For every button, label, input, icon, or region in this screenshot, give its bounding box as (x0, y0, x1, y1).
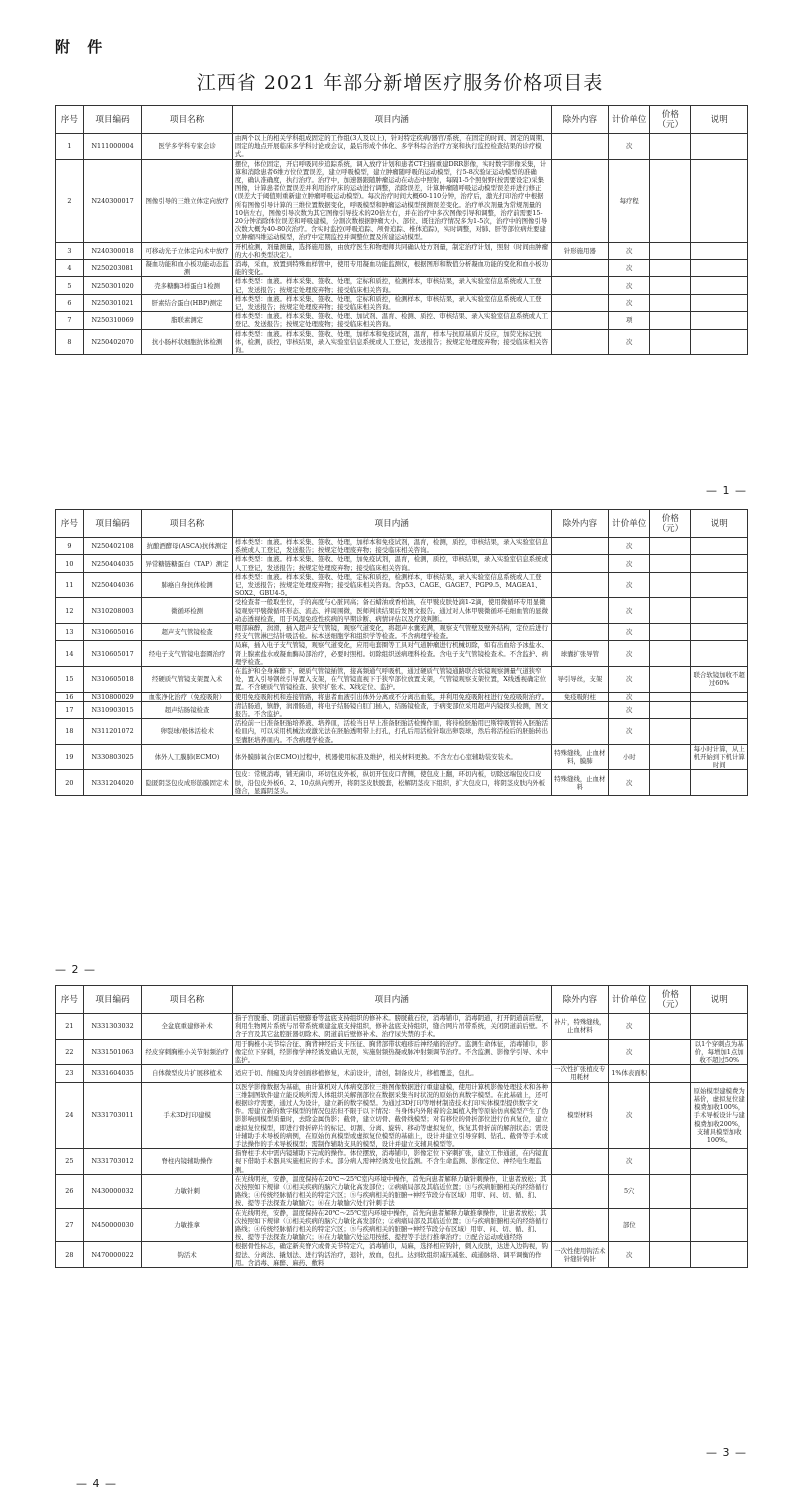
cell-item-content: 包皮：常规消毒，铺无菌巾，环切包皮外板，纵切开包皮口背侧，使包皮上翻，环切内板，切除远端包皮口皮肤，沿包皮外板6、2、10点纵向剪开，将阴茎皮肤脱套，松解阴茎皮下组织，扩大包皮口，将阴茎皮肤内外板缝合，显露阴茎头。 (232, 770, 551, 796)
header-pricing-unit: 计价单位 (609, 986, 650, 1014)
cell-item-content: 样本类型：血液。样本采集、签收、处理，定标和质控，检测样本，审核结果，录入实验室信息系统或人工登记，发送报告；按规定处理废弃物；接受临床相关咨询。 (232, 294, 551, 311)
cell-item-content: 样本类型：血液。样本采集、签收、处理，定标和质控，检测样本，审核结果，录入实验室信息系统或人工登记，发送报告；按规定处理废弃物；接受临床相关咨询。 (232, 277, 551, 294)
cell-row-number: 11 (56, 572, 84, 598)
cell-row-number: 8 (56, 329, 84, 355)
cell-item-content: 开机检测，剂量测量，选择施用器，由放疗医生和物理师共同确认处方剂量，制定治疗计划，照射（时间由肿瘤的大小和类型决定）。 (232, 242, 551, 259)
cell-price (650, 538, 691, 555)
cell-price (650, 641, 691, 667)
cell-remark (691, 1014, 748, 1040)
cell-item-name: 经硬质气管镜支架置入术 (142, 667, 232, 693)
cell-row-number: 21 (56, 1014, 84, 1040)
cell-excluded-content (551, 598, 609, 624)
header-remark: 说明 (691, 986, 748, 1014)
cell-remark (691, 277, 748, 294)
header-excluded-content: 除外内容 (551, 510, 609, 538)
cell-remark (691, 719, 748, 745)
table-row (56, 770, 748, 796)
cell-remark (691, 329, 748, 355)
cell-pricing-unit: 次 (609, 692, 650, 701)
cell-row-number: 13 (56, 624, 84, 641)
cell-row-number: 14 (56, 641, 84, 667)
cell-item-content: 在光线明亮，安静，温度保持在20℃～25℃室内环境中操作，首先向患者解释力敏针刺操作，让患者放松；其次按照如下规律（①相关疾病的脑穴力敏化高发部位；②病痛局部及其临近位置；③与疾病脏腑相关的经络循行路线；④传统经脉循行相关的特定穴区；⑤与疾病相关的脏腑→神经节段分布区域）用审、问、切、循、扪、按、提等手法探查力敏腧穴；⑥在力敏腧穴处行针刺手法 (232, 1174, 551, 1208)
cell-item-name: 超声支气管镜检查 (142, 624, 232, 641)
cell-remark (691, 1174, 748, 1208)
table-row (56, 1149, 748, 1175)
cell-item-name: 卵裂球/极体活检术 (142, 719, 232, 745)
cell-excluded-content: 一次性使用钩活术针缝针钩针 (551, 1242, 609, 1268)
cell-item-code: N111000004 (83, 134, 142, 160)
cell-item-content: 在光线明亮，安静，温度保持在20℃～25℃室内环境中操作，首先向患者解释力敏推拿操作，让患者放松；其次按照如下规律（①相关疾病的脑穴力敏化高发部位；②病痛局部及其临近位置；③与疾病脏腑相关的经络循行路线；④传统经脉循行相关的特定穴区；⑤与疾病相关的脏腑→神经节段分布区域）用审、问、切、循、扪、按、提等手法探查力敏腧穴；⑥在力敏腧穴处运用按揉、提捏等手法行推拿治疗；⑦配合运动或通经络 (232, 1208, 551, 1242)
cell-row-number: 16 (56, 692, 84, 701)
cell-remark: 联合软镜加收不超过60% (691, 667, 748, 693)
cell-pricing-unit: 次 (609, 641, 650, 667)
cell-item-content: 局麻，插入电子支气管镜，观察气道变化，应用电套圈等工具对气道肿瘤进行机械切除，如有出血给予冰盐水、肾上腺素盐水或凝血酶局部治疗，必要时照相。切除组织送病理科检查。含电子支气管镜检查术。不含监护、病理学检查。 (232, 641, 551, 667)
table-row (56, 329, 748, 355)
table-row (56, 1065, 748, 1082)
cell-item-code: N240300018 (83, 242, 142, 259)
cell-item-name: 抗小肠杯状细胞抗体检测 (142, 329, 232, 355)
cell-row-number: 4 (56, 260, 84, 277)
cell-remark (691, 294, 748, 311)
header-item-name: 项目名称 (142, 510, 232, 538)
cell-pricing-unit: 每疗程 (609, 159, 650, 242)
cell-item-code: N310800029 (83, 692, 142, 701)
cell-excluded-content: 针形施用器 (551, 242, 609, 259)
cell-price (650, 294, 691, 311)
cell-item-code: N430000032 (83, 1174, 142, 1208)
cell-item-name: 力敏针刺 (142, 1174, 232, 1208)
cell-pricing-unit: 次 (609, 598, 650, 624)
table-row (56, 242, 748, 259)
cell-item-name: 手术3D打印建模 (142, 1082, 232, 1149)
cell-item-code: N250402108 (83, 538, 142, 555)
cell-item-name: 抗酿酒酵母(ASCA)抗体测定 (142, 538, 232, 555)
cell-excluded-content (551, 1039, 609, 1065)
cell-item-name: 微循环检测 (142, 598, 232, 624)
table-row (56, 312, 748, 329)
cell-item-name: 脊柱内镜辅助操作 (142, 1149, 232, 1175)
cell-item-content: 咽部麻醉，润滑，插入超声支气管镜，观察气道变化，将超声水囊充满，观察支气管壁及壁外结构，定位后进行经支气管淋巴结针吸活检。标本送细胞学和组织学等检查。不含病理学检查。 (232, 624, 551, 641)
cell-pricing-unit: 次 (609, 1014, 650, 1040)
cell-remark (691, 701, 748, 718)
cell-remark: 每小时计算，从上机开始到下机计算时间 (691, 744, 748, 770)
cell-remark (691, 770, 748, 796)
cell-item-content: 样本类型：血液。样本采集、签收、处理，加样本和免疫试剂，温育，检测，质控，审核结果，录入实验室信息系统或人工登记，发送报告；按规定处理废弃物；接受临床相关咨询。 (232, 538, 551, 555)
cell-pricing-unit: 次 (609, 1082, 650, 1149)
cell-item-code: N331501063 (83, 1039, 142, 1065)
cell-price (650, 242, 691, 259)
cell-remark (691, 242, 748, 259)
table-row (56, 1039, 748, 1065)
cell-pricing-unit: 次 (609, 572, 650, 598)
header-price: 价格（元） (650, 986, 691, 1014)
table-row (56, 134, 748, 160)
cell-item-name: 脂联素测定 (142, 312, 232, 329)
cell-item-name: 超声结肠镜检查 (142, 701, 232, 718)
cell-row-number: 17 (56, 701, 84, 718)
cell-row-number: 26 (56, 1174, 84, 1208)
cell-excluded-content (551, 719, 609, 745)
cell-pricing-unit: 次 (609, 667, 650, 693)
table-row (56, 260, 748, 277)
cell-item-content: 消毒，采血，放置到特殊血样管中，使用专用凝血功能监测仪，根据图形和数值分析凝血功能的变化和血小板功能的变化。 (232, 260, 551, 277)
cell-item-content: 摆位，体位固定，开启呼吸同步追踪系统，调入放疗计划和患者CT扫描重建DRR影像，实时数字影像采集，计算和消除患者6维方位位置误差，建立呼吸模型，建立肿瘤随呼吸的运动模型，行5-8次验证运动模型的准确度，确认准确度，执行治疗。治疗中，加速器跟随肿瘤运动在动态中照射，每隔1-5个照射野(按需要设定)采集图像，计算患者位置误差并利用治疗床的运动进行调整，消除误差，计算肿瘤随呼吸运动模型误差并进行修正(误差大于阈值则重新建立肿瘤呼吸运动模型)。每次治疗时间大概60-110分钟，治疗后，激光打印治疗中根据所有图像引导计算的三维位置数据变化，呼吸模型和肿瘤运动模型预测误差变化。治疗单次剂量为常规剂量的10倍左右，图像引导次数为其它图像引导技术的20倍左右，并在治疗中多次图像引导和调整，治疗前需要15-20分钟消除体位误差和呼吸建模，分割次数根据肿瘤大小、部位、既往治疗情况多为1-5次，治疗中的图像引导次数大概为40-80次治疗。含实时监控(呼吸追踪、颅骨追踪、椎体追踪)，实时调整，对肺、肝等部位病灶要建立肿瘤四维运动模型，治疗中定期监控并调整位置及所建运动模型。 (232, 159, 551, 242)
cell-item-content: 样本类型：血液。样本采集、签收、处理，加样本和免疫试剂，温育，样本与抗原基质片反应，加荧光标记抗体，检测，质控，审核结果，录入实验室信息系统或人工登记，发送报告；按规定处理废弃物；接受临床相关咨询。 (232, 329, 551, 355)
cell-price (650, 770, 691, 796)
cell-item-code: N250203081 (83, 260, 142, 277)
cell-item-content: 样本类型：血液。样本采集、签收、处理、加试剂、温育、检测、质控、审核结果、录入实验室信息系统或人工登记、发送报告；按规定处理废物；接受临床相关咨询。 (232, 312, 551, 329)
page-number-1: — 1 — (706, 484, 747, 497)
cell-excluded-content: 免疫吸附柱 (551, 692, 609, 701)
cell-pricing-unit: 次 (609, 719, 650, 745)
cell-item-name: 全盆底重建修补术 (142, 1014, 232, 1040)
table-row (56, 641, 748, 667)
cell-price (650, 1174, 691, 1208)
cell-row-number: 19 (56, 744, 84, 770)
cell-remark (691, 598, 748, 624)
cell-row-number: 27 (56, 1208, 84, 1242)
cell-item-code: N250301020 (83, 277, 142, 294)
cell-remark (691, 134, 748, 160)
price-table-page-3 (55, 985, 748, 1268)
cell-pricing-unit: 次 (609, 134, 650, 160)
cell-price (650, 1242, 691, 1268)
cell-item-content: 在监护和全身麻醉下，硬质气管镜插管，接高频通气呼吸机，通过硬质气管镜通路联合软镜观察测量气道狭窄处，置入引导钢丝引导置入支架，在气管镜直视下于狭窄部位放置支架，气管镜观察支架位置，X线透视确定位置。不含硬质气管镜检查、狭窄扩张术、X线定位、监护。 (232, 667, 551, 693)
cell-item-code: N250310069 (83, 312, 142, 329)
cell-remark (691, 624, 748, 641)
cell-price (650, 555, 691, 572)
table-row (56, 624, 748, 641)
cell-row-number: 7 (56, 312, 84, 329)
cell-row-number: 10 (56, 555, 84, 572)
table-row (56, 294, 748, 311)
header-row-number: 序号 (56, 510, 84, 538)
price-table-page-1 (55, 105, 748, 355)
page-number-3: — 3 — (706, 1446, 747, 1459)
header-price: 价格（元） (650, 510, 691, 538)
cell-price (650, 1082, 691, 1149)
cell-excluded-content: 特殊缝线，止血材料，膜肺 (551, 744, 609, 770)
cell-price (650, 329, 691, 355)
cell-item-content: 受检查者一般取坐位，手的高度与心脏同高；备石蜡油或香柏油，在甲襞皮肤处滴1-2滴，使用微循环专用显微镜观察甲襞微循环形态、流态、袢周围微，医师判读结果后发图文报告。通过对人体甲襞微循环毛细血管的显微动态透视检查，用于风湿免疫性疾病的早期诊断、病情评估以及疗效判断。 (232, 598, 551, 624)
cell-pricing-unit: 次 (609, 555, 650, 572)
cell-price (650, 277, 691, 294)
cell-price (650, 572, 691, 598)
header-item-content: 项目内涵 (232, 986, 551, 1014)
cell-remark (691, 1149, 748, 1175)
header-row-number: 序号 (56, 106, 84, 134)
cell-remark (691, 641, 748, 667)
cell-remark: 以1个穿刺点为基价，每增加1点加收不超过50% (691, 1039, 748, 1065)
header-excluded-content: 除外内容 (551, 106, 609, 134)
cell-price (650, 719, 691, 745)
cell-item-content: 适应于切、削痂及肉芽创面移植修复，术前设计，清创，制备皮片，移植覆盖，包扎。 (232, 1065, 551, 1082)
cell-row-number: 28 (56, 1242, 84, 1268)
cell-item-content: 体外膜肺氧合(ECMO)过程中，机器使用标准及维护，相关材料更换。不含左右心室辅助装安装术。 (232, 744, 551, 770)
cell-price (650, 260, 691, 277)
cell-item-content: 样本类型：血液。样本采集、签收、处理，定标和质控，检测样本，审核结果，录入实验室信息系统或人工登记，发送报告；按规定处理废弃物；接受临床相关咨询。含p53、CAGE、GAGE7、PGP9.5、MAGEA1、SOX2、GBU4-5。 (232, 572, 551, 598)
cell-item-content: 清洁肠道，镇静，润滑肠道，将电子结肠镜自肛门插入，结肠镜检查，于病变部位采用超声内镜探头检测，图文报告。不含监护。 (232, 701, 551, 718)
cell-price (650, 1149, 691, 1175)
cell-item-content: 用于胸椎小关节综合征、胸背神经后支卡压征、胸背部带状疱疹后神经痛的治疗。监测生命体征，消毒铺巾，影像定位下穿刺，经影像学神经诱发确认无误，实施射频热凝或脉冲射频调节治疗。不含监测、影像学引导、术中监护。 (232, 1039, 551, 1065)
cell-item-code: N250301021 (83, 294, 142, 311)
cell-row-number: 5 (56, 277, 84, 294)
cell-excluded-content: 球囊扩张导管 (551, 641, 609, 667)
cell-remark (691, 1208, 748, 1242)
cell-excluded-content (551, 624, 609, 641)
cell-item-code: N331303032 (83, 1014, 142, 1040)
cell-excluded-content: 导引导丝，支架 (551, 667, 609, 693)
page-number-2: — 2 — (55, 963, 96, 976)
cell-pricing-unit: 5穴 (609, 1174, 650, 1208)
cell-remark (691, 692, 748, 701)
cell-item-content: 指子宫脱垂、阴道前后壁膨垂等盆底支持组织的修补术。膀胱截石位，消毒铺巾，消毒阴道，打开阴道前后壁，利用生物网片系统与吊带系统重建盆底支持组织，修补盆底支持组织，缝合网片吊带系统，关闭阴道前后壁。不含子宫及其它盆腔脏器切除术、阴道前后壁修补术、治疗尿失禁的手术。 (232, 1014, 551, 1040)
cell-row-number: 2 (56, 159, 84, 242)
cell-item-content: 使用免疫吸附机和连接管路，将患者血液引出体外分离或不分离出血浆，并利用免疫吸附柱进行免疫吸附治疗。 (232, 692, 551, 701)
cell-item-name: 肺癌自身抗体检测 (142, 572, 232, 598)
cell-remark (691, 555, 748, 572)
cell-excluded-content (551, 134, 609, 160)
cell-row-number: 9 (56, 538, 84, 555)
table-row (56, 159, 748, 242)
cell-excluded-content: 模型材料 (551, 1082, 609, 1149)
table-row (56, 744, 748, 770)
cell-item-code: N450000030 (83, 1208, 142, 1242)
cell-price (650, 701, 691, 718)
cell-item-code: N331703012 (83, 1149, 142, 1175)
header-item-name: 项目名称 (142, 106, 232, 134)
cell-row-number: 25 (56, 1149, 84, 1175)
cell-row-number: 3 (56, 242, 84, 259)
cell-item-code: N311201072 (83, 719, 142, 745)
table-row (56, 538, 748, 555)
header-item-code: 项目编码 (83, 106, 142, 134)
cell-pricing-unit: 次 (609, 277, 650, 294)
cell-remark (691, 1065, 748, 1082)
cell-excluded-content (551, 701, 609, 718)
cell-item-name: 可移动光子立体定向术中放疗 (142, 242, 232, 259)
cell-price (650, 134, 691, 160)
cell-pricing-unit: 次 (609, 538, 650, 555)
cell-pricing-unit: 次 (609, 1242, 650, 1268)
cell-item-code: N310605017 (83, 641, 142, 667)
cell-excluded-content (551, 312, 609, 329)
price-table-page-2 (55, 509, 748, 796)
cell-price (650, 1208, 691, 1242)
cell-item-code: N331204020 (83, 770, 142, 796)
header-item-code: 项目编码 (83, 986, 142, 1014)
cell-price (650, 667, 691, 693)
cell-pricing-unit: 次 (609, 294, 650, 311)
cell-item-content: 指脊柱手术中需内镜辅助下完成的操作。体位摆放，消毒铺巾，影像定位下穿刺扩张，建立工作通道，在内镜直视下借助手术器具实施相应的手术。部分病人需神经诱发电位监测。不含生命监测、影像定位、神经电生理监测。 (232, 1149, 551, 1175)
header-excluded-content: 除外内容 (551, 986, 609, 1014)
cell-pricing-unit: 次 (609, 1039, 650, 1065)
cell-item-name: 自体微型皮片扩展移植术 (142, 1065, 232, 1082)
page-number-4: — 4 — (76, 1477, 117, 1490)
cell-price (650, 624, 691, 641)
header-item-content: 项目内涵 (232, 106, 551, 134)
table-row (56, 1208, 748, 1242)
header-remark: 说明 (691, 510, 748, 538)
cell-excluded-content (551, 329, 609, 355)
cell-item-code: N310903015 (83, 701, 142, 718)
cell-item-name: 异常糖链糖蛋白（TAP）测定 (142, 555, 232, 572)
cell-price (650, 312, 691, 329)
cell-price (650, 692, 691, 701)
cell-item-code: N331604035 (83, 1065, 142, 1082)
cell-remark (691, 260, 748, 277)
cell-excluded-content: 特殊缝线，止血材料 (551, 770, 609, 796)
table-row (56, 1174, 748, 1208)
cell-remark (691, 159, 748, 242)
table-row (56, 555, 748, 572)
cell-excluded-content (551, 159, 609, 242)
table-row (56, 701, 748, 718)
cell-price (650, 744, 691, 770)
cell-excluded-content (551, 277, 609, 294)
cell-item-code: N240300017 (83, 159, 142, 242)
cell-row-number: 1 (56, 134, 84, 160)
cell-price (650, 1039, 691, 1065)
cell-item-name: 图像引导的三维立体定向放疗 (142, 159, 232, 242)
cell-row-number: 23 (56, 1065, 84, 1082)
attachment-label: 附 件 (55, 38, 109, 56)
cell-price (650, 159, 691, 242)
cell-excluded-content: 一次性扩张植皮专用耗材 (551, 1065, 609, 1082)
cell-item-name: 体外人工膜肺(ECMO) (142, 744, 232, 770)
header-price: 价格（元） (650, 106, 691, 134)
table-row (56, 719, 748, 745)
cell-pricing-unit: 次 (609, 260, 650, 277)
cell-pricing-unit: 次 (609, 701, 650, 718)
table-row (56, 277, 748, 294)
cell-item-content: 由两个以上的相关学科组成固定的工作组(3人及以上)，针对特定疾病/器官/系统，在固定的时间、固定的周期、固定的地点开展临床多学科讨论或会议，最后形成个体化、多学科综合治疗方案和执行监控检查结果的诊疗模式。 (232, 134, 551, 160)
table-row (56, 1242, 748, 1268)
cell-item-content: 样本类型：血液。样本采集、签收、处理，加免疫试剂，温育，检测，质控，审核结果，录入实验室信息系统或人工登记，发送报告；按规定处理废弃物；接受临床相关咨询。 (232, 555, 551, 572)
cell-item-name: 壳多糖酶3样蛋白1检测 (142, 277, 232, 294)
cell-remark: 原始模型建模费为基价，虚拟复位建模费加收100%，手术导板设计与建模费加收200%，支辅具模型加收100%。 (691, 1082, 748, 1149)
cell-item-name: 经电子支气管镜电套圈治疗 (142, 641, 232, 667)
cell-remark (691, 538, 748, 555)
cell-item-name: 医学多学科专家会诊 (142, 134, 232, 160)
cell-price (650, 1065, 691, 1082)
cell-item-code: N250404035 (83, 555, 142, 572)
cell-pricing-unit: 1%体表面积 (609, 1065, 650, 1082)
cell-row-number: 18 (56, 719, 84, 745)
cell-remark (691, 572, 748, 598)
cell-item-code: N331703011 (83, 1082, 142, 1149)
cell-item-name: 隐匿阴茎包皮成形筋膜固定术 (142, 770, 232, 796)
cell-item-name: 经皮穿刺胸椎小关节射频治疗 (142, 1039, 232, 1065)
page-title: 江西省 2021 年部分新增医疗服务价格项目表 (196, 72, 604, 94)
cell-pricing-unit: 部位 (609, 1208, 650, 1242)
cell-excluded-content (551, 1149, 609, 1175)
cell-pricing-unit: 次 (609, 329, 650, 355)
cell-item-code: N310605018 (83, 667, 142, 693)
cell-row-number: 20 (56, 770, 84, 796)
header-remark: 说明 (691, 106, 748, 134)
table-row (56, 598, 748, 624)
table-row (56, 1082, 748, 1149)
cell-remark (691, 1242, 748, 1268)
cell-row-number: 6 (56, 294, 84, 311)
cell-item-code: N330803025 (83, 744, 142, 770)
header-item-content: 项目内涵 (232, 510, 551, 538)
cell-excluded-content (551, 260, 609, 277)
cell-item-name: 钩活术 (142, 1242, 232, 1268)
cell-item-code: N310208003 (83, 598, 142, 624)
cell-row-number: 12 (56, 598, 84, 624)
cell-item-content: 根据骨性标志，确定新夹脊穴或骨关节特定穴，消毒铺巾，局麻，选择相应钩针，刺入皮肤，达进入边钩视，钩提法、分离法、撬划法、进行钩活治疗，退针，放血，包扎。达到软组织减压减张、疏通脉络、调平调衡的作用。含消毒、麻醉、麻药、敷料 (232, 1242, 551, 1268)
cell-excluded-content (551, 572, 609, 598)
cell-row-number: 15 (56, 667, 84, 693)
cell-item-name: 凝血功能和血小板功能动态监测 (142, 260, 232, 277)
header-row-number: 序号 (56, 986, 84, 1014)
table-row (56, 667, 748, 693)
cell-excluded-content: 补片，特殊缝线，止血材料 (551, 1014, 609, 1040)
cell-row-number: 22 (56, 1039, 84, 1065)
header-pricing-unit: 计价单位 (609, 106, 650, 134)
cell-item-code: N310605016 (83, 624, 142, 641)
header-item-name: 项目名称 (142, 986, 232, 1014)
table-row (56, 692, 748, 701)
table-row (56, 1014, 748, 1040)
cell-pricing-unit: 次 (609, 1149, 650, 1175)
cell-remark (691, 312, 748, 329)
cell-price (650, 598, 691, 624)
cell-row-number: 24 (56, 1082, 84, 1149)
header-item-code: 项目编码 (83, 510, 142, 538)
cell-pricing-unit: 次 (609, 624, 650, 641)
cell-excluded-content (551, 555, 609, 572)
cell-excluded-content (551, 1174, 609, 1208)
cell-item-name: 肝素结合蛋白(HBP)测定 (142, 294, 232, 311)
cell-item-code: N250402070 (83, 329, 142, 355)
cell-pricing-unit: 小时 (609, 744, 650, 770)
table-row (56, 572, 748, 598)
cell-item-code: N470000022 (83, 1242, 142, 1268)
cell-excluded-content (551, 538, 609, 555)
cell-item-content: 活检前一日准备胚胎培养液、培养皿，活检当日早上准备胚胎活检操作皿，将待检胚胎用巴斯特吸管转入胚胎活检皿内，可以采用机械法或激光法在胚胎透明带上打孔，打孔后用活检针取出卵裂球，然后将活检后的胚胎转出至囊胚培养皿内。不含病理学检查。 (232, 719, 551, 745)
cell-pricing-unit: 项 (609, 312, 650, 329)
cell-pricing-unit: 次 (609, 770, 650, 796)
cell-item-code: N250404036 (83, 572, 142, 598)
cell-excluded-content (551, 294, 609, 311)
cell-item-content: 以医学影像数据为基础，由计算机对人体病变部位三维图像数据进行重建建模，使用计算机影像处理技术和各种三维制图软件建立能反映所需人体组织关解剖部位在数据采集当时状况的原始仿真数字模型。在此基础上，还可根据诊疗需要，通过人为设计，建立新的数字模型。为通过3D打印等增材制造技术打印实体模型提供数字文件。需建立新的数字模型的情况包括但不限于以下情况：当身体内外附着的金属植入物等原始仿真模型产生了伪影影响到模型质量时，去除金属伪影；截骨，建立切骨、截骨线模型；对有移位的骨折部位进行仿真复位，建立虚拟复位模型，即进行骨折碎片的标记、切割、分离、旋转、移动等虚拟复位，恢复其骨折前的解剖状态；需设计辅助手术导板的病例，在原始仿真模型或虚拟复位模型的基础上，设计并建立引导穿刺、钻孔、截骨等手术或手法操作的手术导板模型；需制作辅助支具的模型，设计并建立支辅具模型等。 (232, 1082, 551, 1149)
cell-excluded-content (551, 1208, 609, 1242)
cell-item-name: 血浆净化治疗（免疫吸附） (142, 692, 232, 701)
header-pricing-unit: 计价单位 (609, 510, 650, 538)
cell-pricing-unit: 次 (609, 242, 650, 259)
cell-item-name: 力敏推拿 (142, 1208, 232, 1242)
cell-price (650, 1014, 691, 1040)
